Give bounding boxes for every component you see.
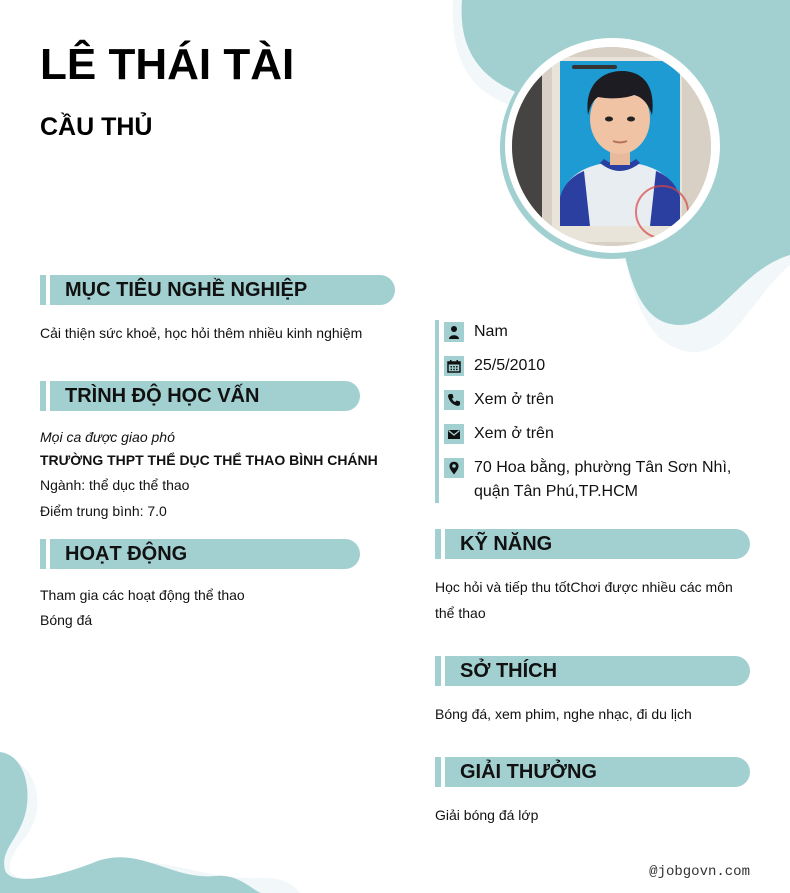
section-accent-bar: [435, 656, 441, 686]
section-title: SỞ THÍCH: [460, 660, 558, 682]
contact-value: 25/5/2010: [474, 357, 546, 374]
section-skills: [435, 529, 750, 559]
contact-value: Xem ở trên: [474, 425, 554, 442]
contact-value: Nam: [474, 323, 508, 340]
education-major: Ngành: thể dục thể thao: [40, 477, 190, 493]
section-education: [40, 381, 360, 411]
activity-item: Tham gia các hoạt động thể thao: [40, 587, 245, 603]
section-title: GIẢI THƯỞNG: [460, 761, 597, 783]
contact-gender: [444, 320, 508, 344]
phone-icon: [444, 390, 464, 410]
watermark: @jobgovn.com: [649, 864, 750, 880]
activity-item: Bóng đá: [40, 612, 93, 628]
section-accent-bar: [40, 539, 46, 569]
section-awards: [435, 757, 750, 787]
section-title: MỤC TIÊU NGHỀ NGHIỆP: [65, 279, 308, 301]
section-title: TRÌNH ĐỘ HỌC VẤN: [65, 385, 260, 407]
address-line-2: quận Tân Phú,TP.HCM: [474, 483, 638, 500]
profile-photo: [512, 47, 711, 246]
education-school: TRƯỜNG THPT THỂ DỤC THỂ THAO BÌNH CHÁNH: [40, 452, 378, 468]
skills-text-line-1: Học hỏi và tiếp thu tốtChơi được nhiều các môn: [435, 579, 733, 595]
contact-value: Xem ở trên: [474, 391, 554, 408]
contact-value: [474, 456, 731, 504]
contact-phone: [444, 388, 554, 412]
section-hobbies: [435, 656, 750, 686]
profile-photo-illustration: [512, 47, 711, 246]
contact-accent-bar: [435, 320, 439, 503]
person-icon: [444, 322, 464, 342]
mail-icon: [444, 424, 464, 444]
education-gpa: Điểm trung bình: 7.0: [40, 503, 167, 519]
candidate-role: CẦU THỦ: [40, 113, 153, 141]
section-accent-bar: [40, 275, 46, 305]
education-period: Mọi ca được giao phó: [40, 429, 175, 445]
career-objective-text: Cải thiện sức khoẻ, học hỏi thêm nhiều kinh nghiệm: [40, 325, 363, 341]
section-title: HOẠT ĐỘNG: [65, 543, 188, 565]
contact-address: [444, 456, 731, 504]
section-accent-bar: [40, 381, 46, 411]
candidate-name: LÊ THÁI TÀI: [40, 40, 295, 89]
skills-text-line-2: thể thao: [435, 605, 486, 621]
contact-email: [444, 422, 554, 446]
hobbies-text: Bóng đá, xem phim, nghe nhạc, đi du lịch: [435, 706, 692, 722]
section-activities: [40, 539, 360, 569]
location-pin-icon: [444, 458, 464, 478]
address-line-1: 70 Hoa bằng, phường Tân Sơn Nhì,: [474, 459, 732, 476]
section-accent-bar: [435, 529, 441, 559]
calendar-icon: [444, 356, 464, 376]
section-career-objective: [40, 275, 395, 305]
section-accent-bar: [435, 757, 441, 787]
awards-text: Giải bóng đá lớp: [435, 807, 539, 823]
bottom-left-blob: [0, 752, 262, 893]
section-title: KỸ NĂNG: [460, 533, 553, 555]
contact-birthdate: [444, 354, 545, 378]
